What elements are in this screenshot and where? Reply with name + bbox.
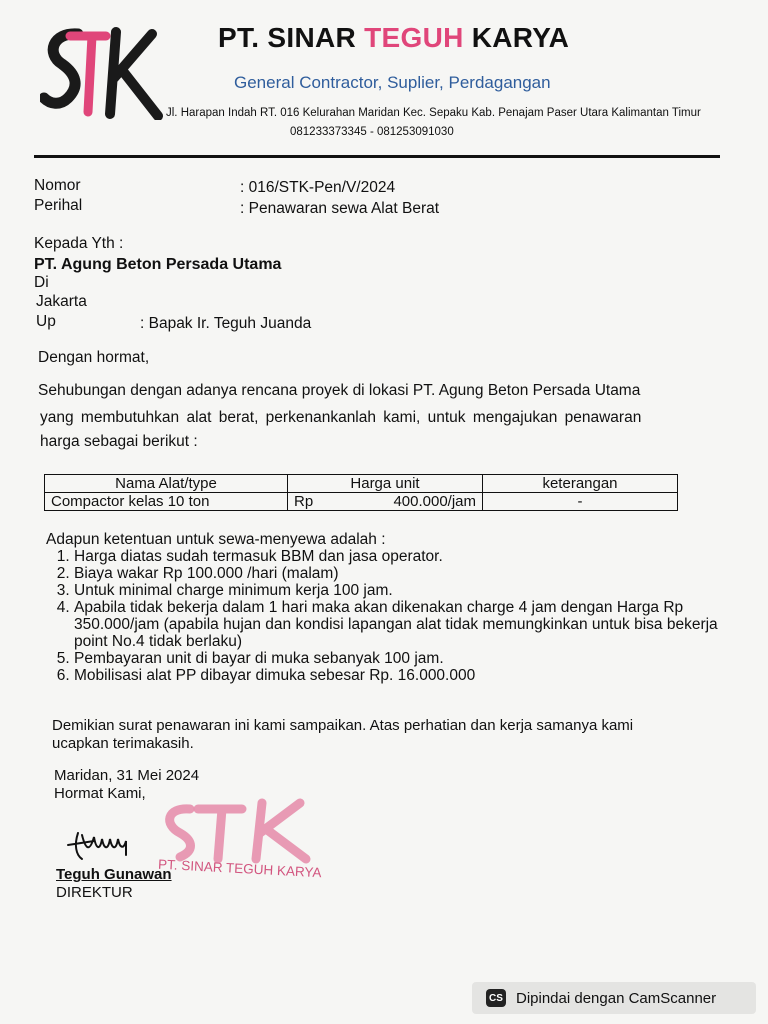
list-item: 4. Apabila tidak bekerja dalam 1 hari maka akan dikenakan charge 4 jam dengan Harga Rp 350.000/jam (apabila hujan dan kondisi lapangan alat tidak memungkinkan untuk bisa bekerja point No.4 tidak berlaku) (74, 599, 734, 650)
nomor-label: Nomor (34, 177, 81, 194)
stamp-logo (150, 795, 350, 865)
offer-table (44, 474, 678, 511)
body-paragraph-line2: yang membutuhkan alat berat, perkenankanlah kami, untuk mengajukan penawaran (40, 409, 642, 426)
closing-line2: ucapkan terimakasih. (52, 735, 194, 752)
letterhead-divider (34, 155, 720, 158)
regards: Hormat Kami, (54, 785, 146, 802)
recipient-up-label: Up (36, 313, 56, 330)
table-header-row (45, 475, 678, 493)
scanner-watermark-text: Dipindai dengan CamScanner (516, 989, 717, 1007)
greeting: Dengan hormat, (38, 349, 150, 366)
table-header-price: Harga unit (288, 475, 483, 493)
company-name-part2: TEGUH (364, 22, 464, 53)
recipient-city: Jakarta (36, 293, 87, 310)
list-item: 6. Mobilisasi alat PP dibayar dimuka sebesar Rp. 16.000.000 (74, 667, 734, 684)
signer-title: DIREKTUR (56, 884, 133, 901)
list-item: 1. Harga diatas sudah termasuk BBM dan jasa operator. (74, 548, 734, 565)
recipient-di: Di (34, 274, 49, 291)
stamp-text: PT. SINAR TEGUH KARYA (157, 856, 322, 881)
company-tagline: General Contractor, Suplier, Perdagangan (234, 73, 551, 92)
body-paragraph-line3: harga sebagai berikut : (40, 433, 198, 450)
camscanner-icon: CS (486, 989, 506, 1007)
terms-list (36, 548, 734, 684)
closing-line1: Demikian surat penawaran ini kami sampaikan. Atas perhatian dan kerja samanya kami (52, 717, 634, 734)
table-cell-note: - (483, 493, 678, 511)
table-cell-name: Compactor kelas 10 ton (45, 493, 288, 511)
list-item: 2. Biaya wakar Rp 100.000 /hari (malam) (74, 565, 734, 582)
perihal-value: : Penawaran sewa Alat Berat (240, 200, 440, 217)
company-phone: 081233373345 - 081253091030 (290, 126, 454, 138)
table-row (45, 493, 678, 511)
company-logo (40, 24, 170, 120)
company-name-part1: PT. SINAR (218, 22, 357, 53)
table-header-name: Nama Alat/type (45, 475, 288, 493)
recipient-kepada: Kepada Yth : (34, 235, 124, 252)
scanner-watermark (472, 982, 756, 1014)
company-address: Jl. Harapan Indah RT. 016 Kelurahan Maridan Kec. Sepaku Kab. Penajam Paser Utara Kalimantan Timur (166, 107, 701, 119)
table-cell-price: 400.000/jam (370, 493, 483, 511)
recipient-company: PT. Agung Beton Persada Utama (34, 256, 282, 273)
company-name-part3: KARYA (471, 22, 570, 53)
place-date: Maridan, 31 Mei 2024 (54, 767, 200, 784)
perihal-label: Perihal (34, 197, 83, 214)
recipient-up-value: : Bapak Ir. Teguh Juanda (140, 315, 312, 332)
table-header-note: keterangan (483, 475, 678, 493)
company-stamp (150, 795, 350, 885)
body-paragraph-line1: Sehubungan dengan adanya rencana proyek di lokasi PT. Agung Beton Persada Utama (38, 382, 641, 399)
signer-name: Teguh Gunawan (56, 866, 172, 883)
nomor-value: : 016/STK-Pen/V/2024 (240, 179, 396, 196)
list-item: 3. Untuk minimal charge minimum kerja 100 jam. (74, 582, 734, 599)
terms-intro: Adapun ketentuan untuk sewa-menyewa adalah : (46, 531, 386, 548)
signature (64, 815, 144, 865)
table-cell-currency: Rp (288, 493, 371, 511)
list-item: 5. Pembayaran unit di bayar di muka sebanyak 100 jam. (74, 650, 734, 667)
company-name (218, 22, 569, 54)
